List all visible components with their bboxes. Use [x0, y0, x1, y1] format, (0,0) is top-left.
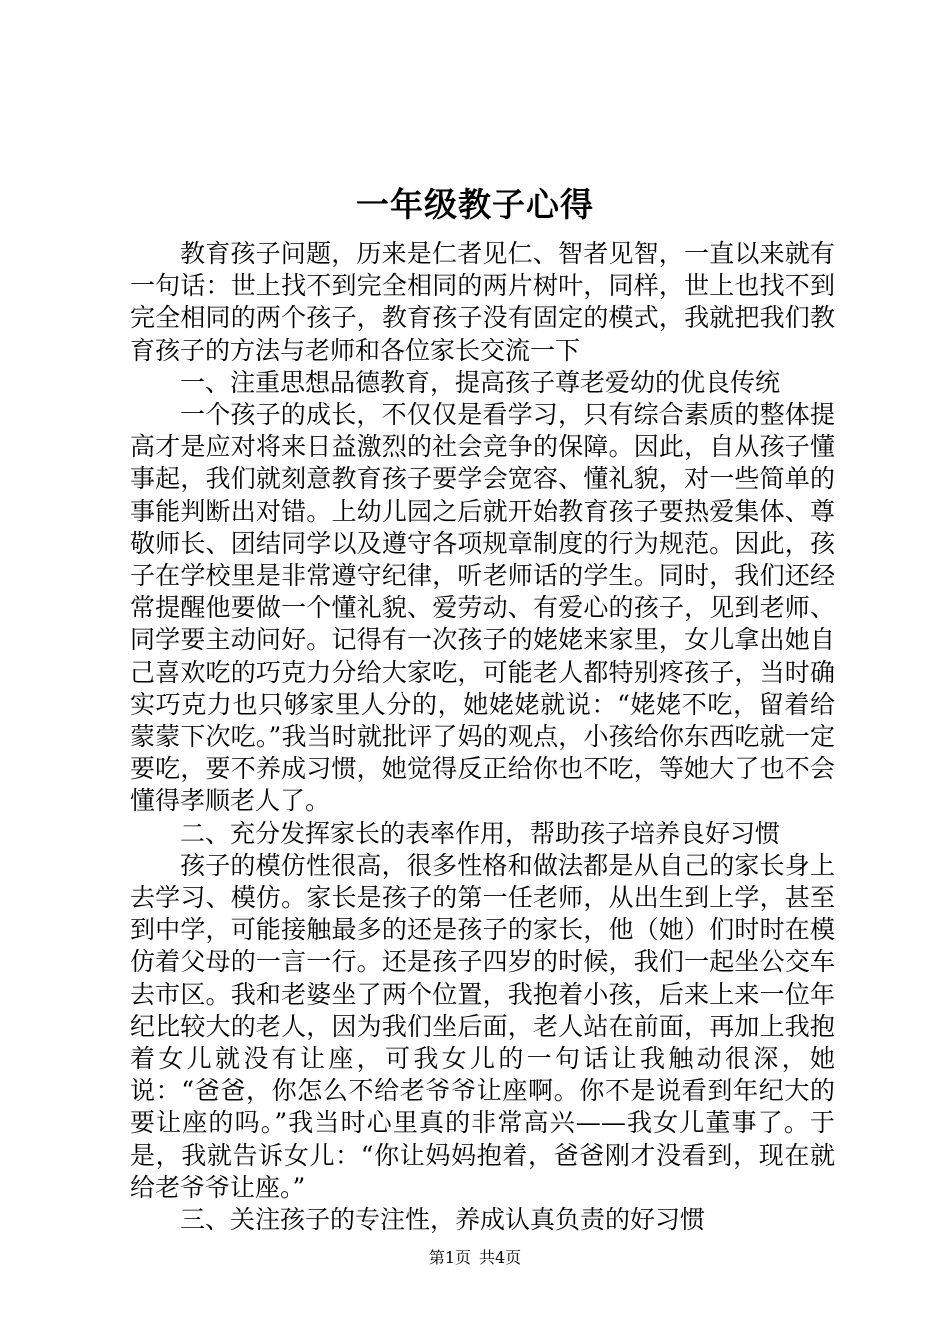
document-title: 一年级教子心得: [356, 185, 594, 224]
paragraph-section-2: 孩子的模仿性很高，很多性格和做法都是从自己的家长身上去学习、模仿。家长是孩子的第一任老师，从出生到上学，甚至到中学，可能接触最多的还是孩子的家长，他（她）们时时在模仿着父母的一言一行。还是孩子四岁的时候，我们一起坐公交车去市区。我和老婆坐了两个位置，我抱着小孩，后来上来一位年纪比较大的老人，因为我们坐后面，老人站在前面，再加上我抱着女儿就没有让座，可我女儿的一句话让我触动很深，她说：“爸爸，你怎么不给老爷爷让座啊。你不是说看到年纪大的要让座的吗。”我当时心里真的非常高兴——我女儿董事了。于是，我就告诉女儿：“你让妈妈抱着，爸爸刚才没看到，现在就给老爷爷让座。”: [130, 850, 835, 1202]
page-footer: [0, 1248, 950, 1268]
section-heading-3: 三、关注孩子的专注性，养成认真负责的好习惯: [180, 1205, 706, 1235]
paragraph-intro: 教育孩子问题，历来是仁者见仁、智者见智，一直以来就有一句话：世上找不到完全相同的两片树叶，同样，世上也找不到完全相同的两个孩子，教育孩子没有固定的模式，我就把我们教育孩子的方法与老师和各位家长交流一下: [130, 239, 835, 365]
section-heading-2: 二、充分发挥家长的表率作用，帮助孩子培养良好习惯: [180, 818, 781, 848]
section-heading-1: 一、注重思想品德教育，提高孩子尊老爱幼的优良传统: [180, 367, 781, 397]
paragraph-section-1: 一个孩子的成长，不仅仅是看学习，只有综合素质的整体提高才是应对将来日益激烈的社会竞争的保障。因此，自从孩子懂事起，我们就刻意教育孩子要学会宽容、懂礼貌，对一些简单的事能判断出对错。上幼儿园之后就开始教育孩子要热爱集体、尊敬师长、团结同学以及遵守各项规章制度的行为规范。因此，孩子在学校里是非常遵守纪律，听老师话的学生。同时，我们还经常提醒他要做一个懂礼貌、爱劳动、有爱心的孩子，见到老师、同学要主动问好。记得有一次孩子的姥姥来家里，女儿拿出她自己喜欢吃的巧克力分给大家吃，可能老人都特别疼孩子，当时确实巧克力也只够家里人分的，她姥姥就说：“姥姥不吃，留着给蒙蒙下次吃。”我当时就批评了妈的观点，小孩给你东西吃就一定要吃，要不养成习惯，她觉得反正给你也不吃，等她大了也不会懂得孝顺老人了。: [130, 400, 835, 816]
page-number: 第1页: [428, 1248, 471, 1267]
page-total: 共4页: [479, 1248, 522, 1267]
document-body: [130, 238, 835, 1236]
